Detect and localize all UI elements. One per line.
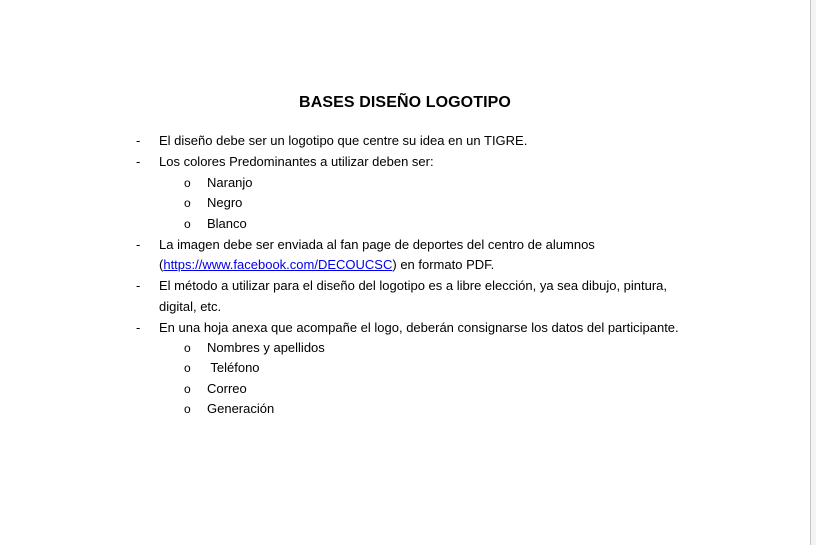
workspace-background: [811, 0, 816, 545]
list-item-colores: Los colores Predominantes a utilizar deben ser:: [159, 154, 434, 169]
list-item-imagen: La imagen debe ser enviada al fan page de deportes del centro de alumnos: [159, 237, 595, 252]
sub-bullet-marker: o: [184, 402, 191, 416]
list-item-metodo-continued: digital, etc.: [159, 299, 222, 314]
dash-marker: -: [136, 133, 141, 148]
dash-marker: -: [136, 154, 141, 169]
color-item-blanco: Blanco: [207, 216, 247, 231]
link-suffix: ) en formato PDF.: [392, 257, 495, 272]
sub-bullet-marker: o: [184, 382, 191, 396]
list-item-tigre: El diseño debe ser un logotipo que centre su idea en un TIGRE.: [159, 133, 528, 148]
list-item-hoja-anexa: En una hoja anexa que acompañe el logo, deberán consignarse los datos del participante.: [159, 320, 679, 335]
sub-bullet-marker: o: [184, 217, 191, 231]
dash-marker: -: [136, 320, 141, 335]
participant-item-correo: Correo: [207, 381, 247, 396]
open-paren: (: [159, 257, 164, 272]
color-item-naranjo: Naranjo: [207, 175, 253, 190]
dash-marker: -: [136, 237, 141, 252]
sub-bullet-marker: o: [184, 196, 191, 210]
color-item-negro: Negro: [207, 195, 243, 210]
dash-marker: -: [136, 278, 141, 293]
participant-item-generacion: Generación: [207, 401, 275, 416]
sub-bullet-marker: o: [184, 176, 191, 190]
participant-item-nombres: Nombres y apellidos: [207, 340, 325, 355]
participant-item-telefono: Teléfono: [207, 360, 260, 375]
list-item-imagen-continued: [159, 257, 494, 273]
list-item-metodo: El método a utilizar para el diseño del logotipo es a libre elección, ya sea dibujo, pintura,: [159, 278, 668, 293]
document-title: BASES DISEÑO LOGOTIPO: [299, 94, 511, 111]
sub-bullet-marker: o: [184, 361, 191, 375]
sub-bullet-marker: o: [184, 341, 191, 355]
facebook-link[interactable]: https://www.facebook.com/DECOUCSC: [163, 257, 393, 272]
